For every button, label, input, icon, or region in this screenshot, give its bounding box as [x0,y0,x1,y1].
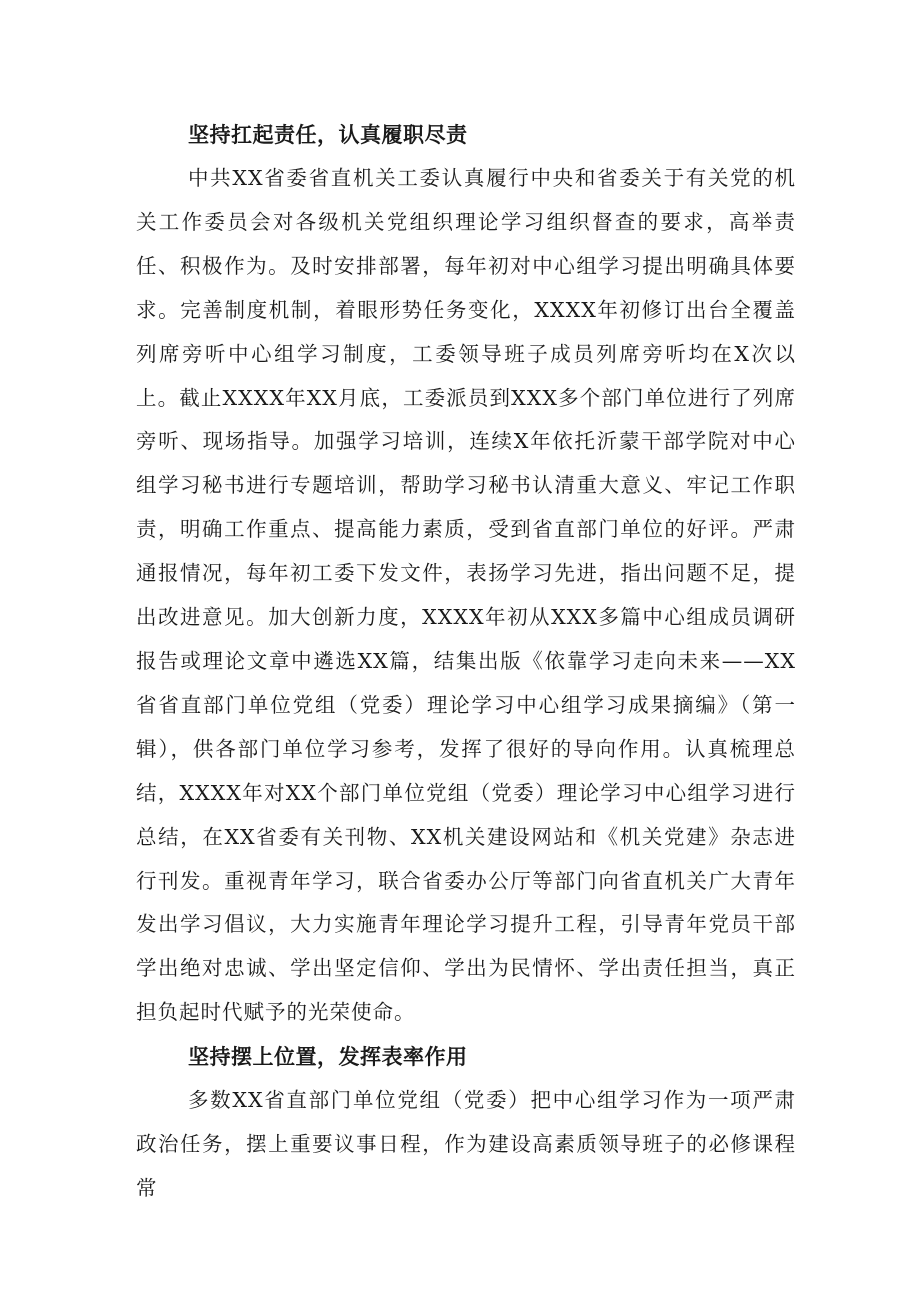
section-paragraph: 中共XX省委省直机关工委认真履行中央和省委关于有关党的机关工作委员会对各级机关党组织理论学习组织督查的要求，高举责任、积极作为。及时安排部署，每年初对中心组学习提出明确具体要求。完善制度机制，着眼形势任务变化，XXXX年初修订出台全覆盖列席旁听中心组学习制度，工委领导班子成员列席旁听均在X次以上。截止XXXX年XX月底，工委派员到XXX多个部门单位进行了列席旁听、现场指导。加强学习培训，连续X年依托沂蒙干部学院对中心组学习秘书进行专题培训，帮助学习秘书认清重大意义、牢记工作职责，明确工作重点、提高能力素质，受到省直部门单位的好评。严肃通报情况，每年初工委下发文件，表扬学习先进，指出问题不足，提出改进意见。加大创新力度，XXXX年初从XXX多篇中心组成员调研报告或理论文章中遴选XX篇，结集出版《依靠学习走向未来——XX省省直部门单位党组（党委）理论学习中心组学习成果摘编》（第一辑），供各部门单位学习参考，发挥了很好的导向作用。认真梳理总结，XXXX年对XX个部门单位党组（党委）理论学习中心组学习进行总结，在XX省委有关刊物、XX机关建设网站和《机关党建》杂志进行刊发。重视青年学习，联合省委办公厅等部门向省直机关广大青年发出学习倡议，大力实施青年理论学习提升工程，引导青年党员干部学出绝对忠诚、学出坚定信仰、学出为民情怀、学出责任担当，真正担负起时代赋予的光荣使命。 [136,166,796,1025]
section-heading: 坚持摆上位置，发挥表率作用 [188,1045,468,1070]
section-heading: 坚持扛起责任，认真履职尽责 [188,123,468,147]
section-paragraph: 多数XX省直部门单位党组（党委）把中心组学习作为一项严肃政治任务，摆上重要议事日程，作为建设高素质领导班子的必修课程常 [136,1088,796,1200]
section-2 [136,1035,796,1211]
document-body [136,113,796,1211]
section-1 [136,113,796,1035]
